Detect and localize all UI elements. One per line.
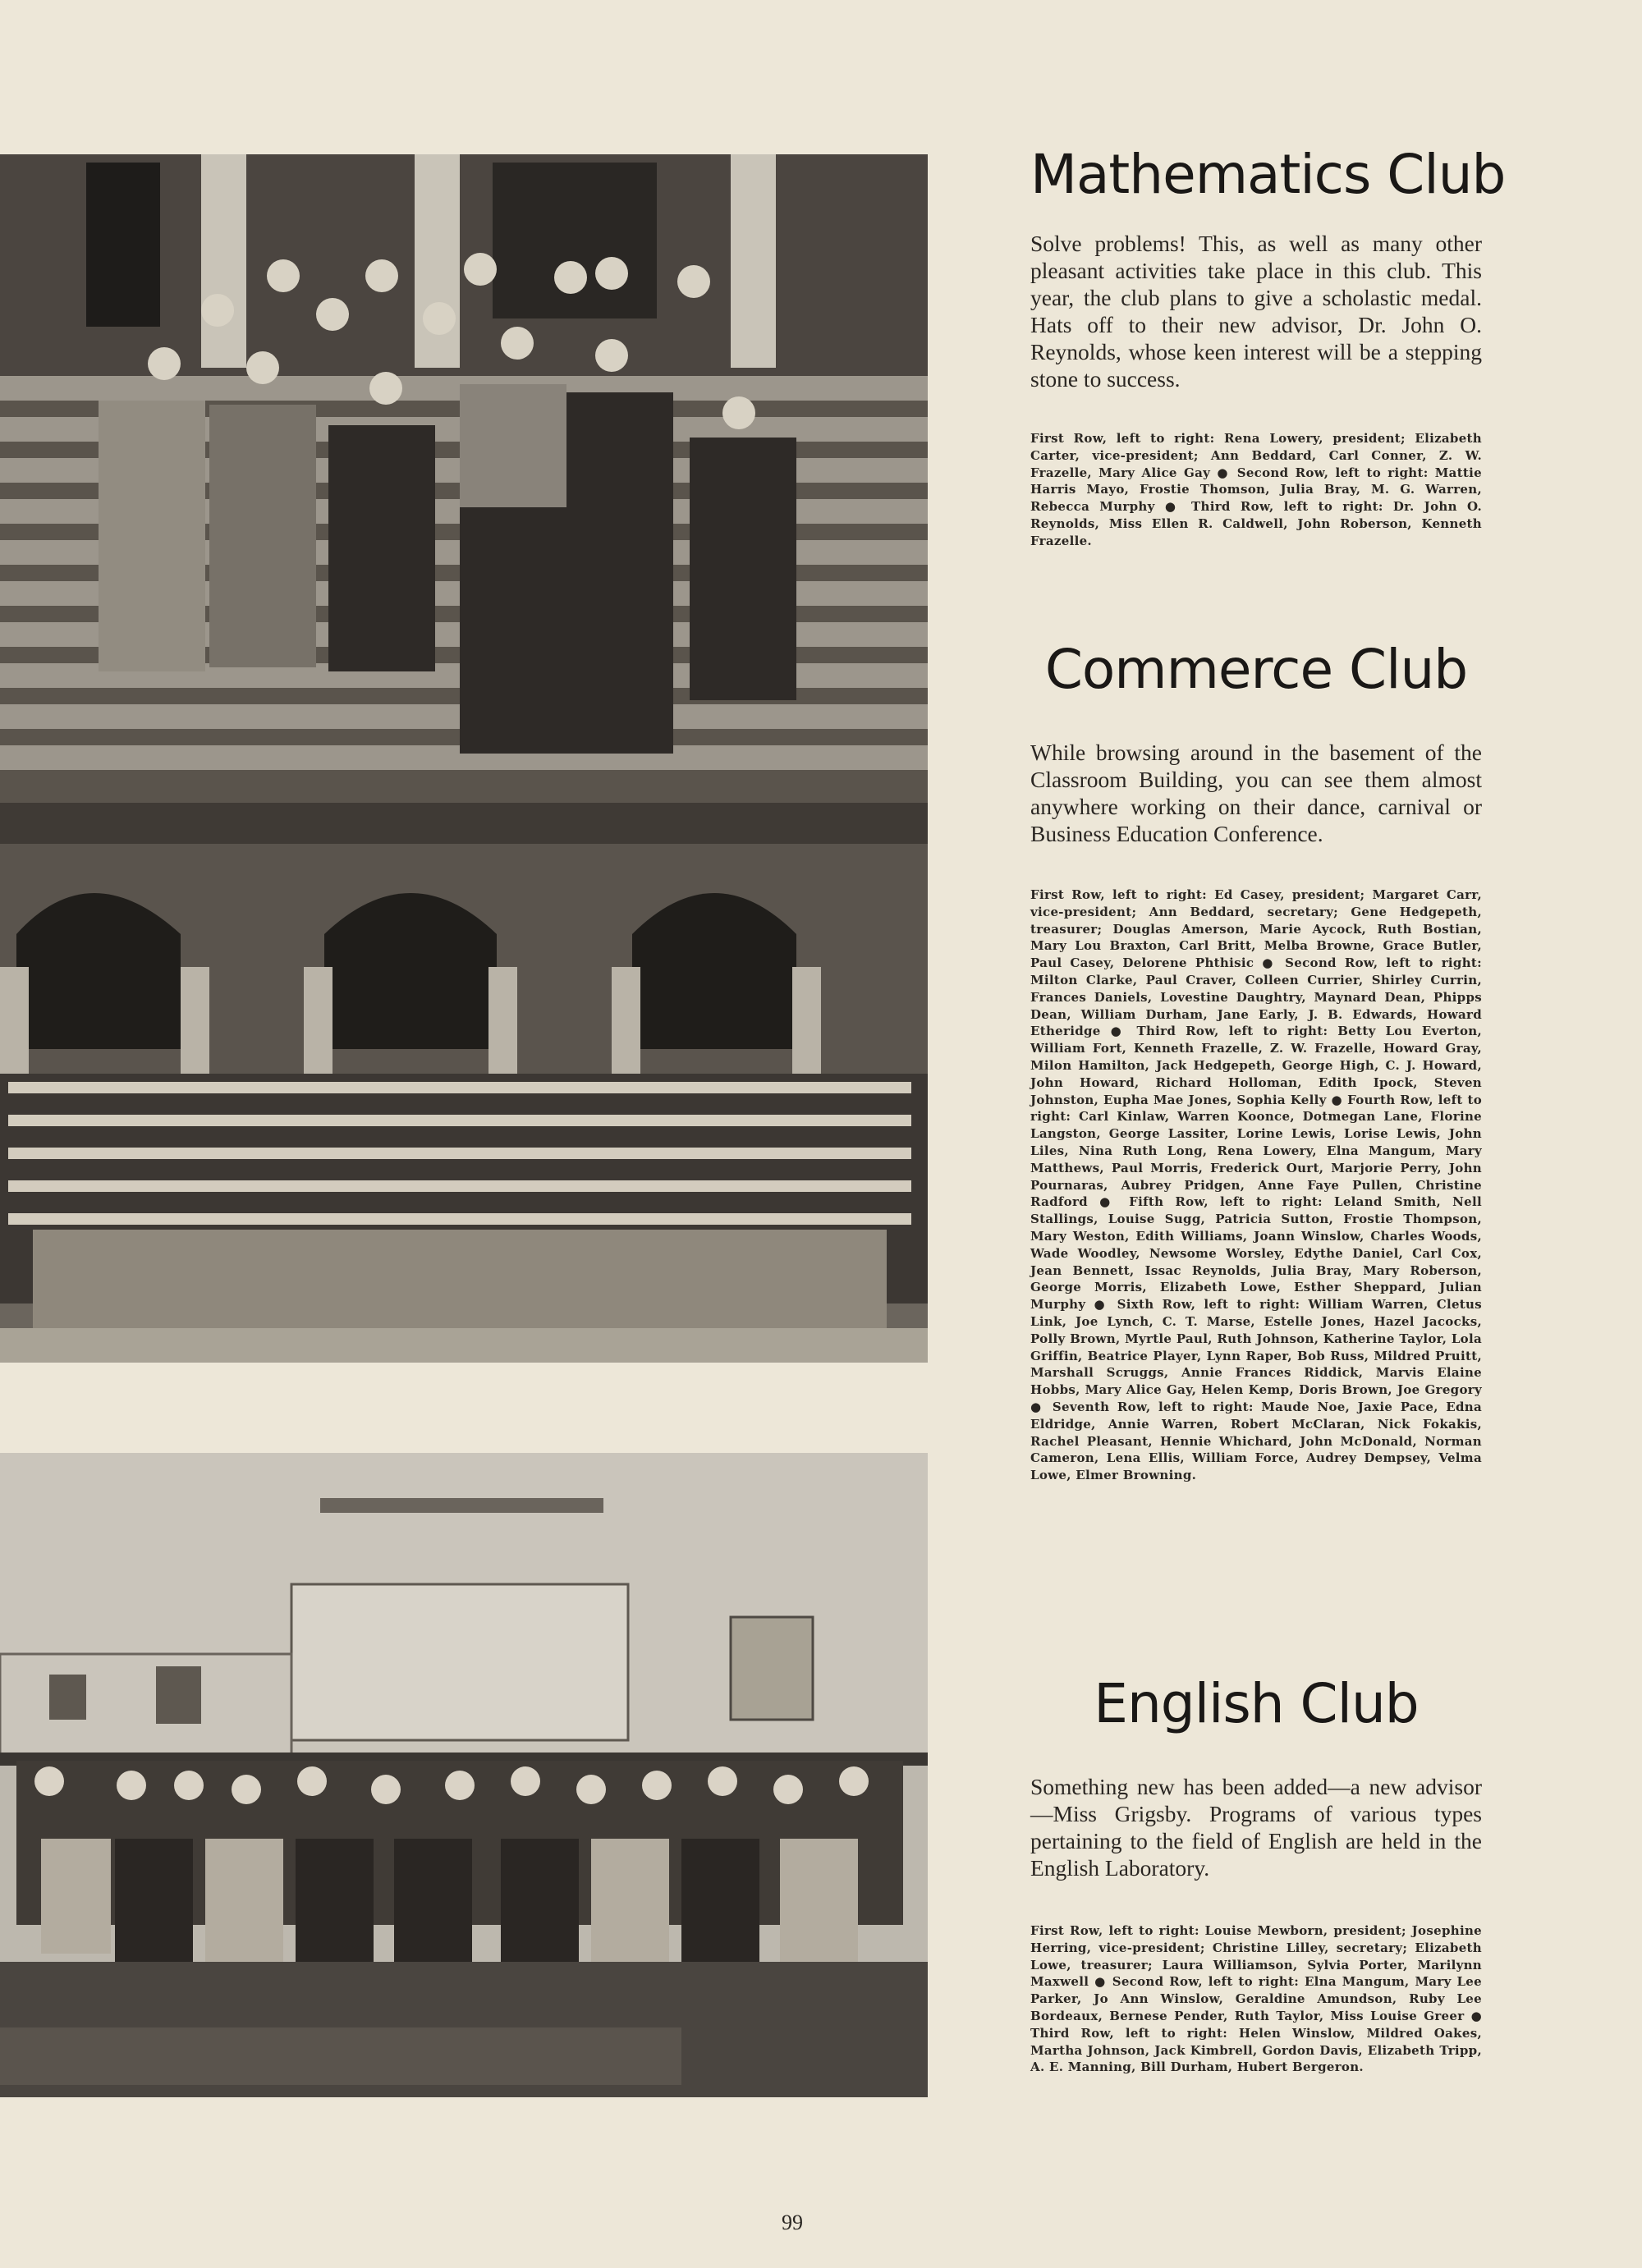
mathematics-club-title: Mathematics Club <box>1030 143 1506 206</box>
commerce-club-roster: First Row, left to right: Ed Casey, president; Margaret Carr, vice-president; Ann Beddard, secretary; Gene Hedgepeth, treasurer; Douglas Amerson, Marie Aycock, Ruth Bostian, Mary Lou Braxton, Carl Britt, Melba Browne, Grace Butler, Paul Casey, Delorene Phthisic ● Second Row, left to right: Milton Clarke, Paul Craver, Colleen Currier, Shirley Currin, Frances Daniels, Lovestine Daughtry, Maynard Dean, Phipps Dean, William Durham, Jane Early, J. B. Edwards, Howard Etheridge ● Third Row, left to right: Betty Lou Everton, William Fort, Kenneth Frazelle, Z. W. Frazelle, Howard Gray, Milon Hamilton, Jack Hedgepeth, George High, C. J. Howard, John Howard, Richard Holloman, Edith Ipock, Steven Johnston, Eupha Mae Jones, Sophia Kelly ● Fourth Row, left to right: Carl Kinlaw, Warren Koonce, Dotmegan Lane, Florine Langston, George Lassiter, Lorine Lewis, Lorise Lewis, John Liles, Nina Ruth Long, Rena Lowery, Elna Mangum, Mary Matthews, Paul Morris, Frederick Ourt, Marjorie Perry, John Pournaras, Aubrey Pridgen, Anne Faye Pullen, Christine Radford ● Fifth Row, left to right: Leland Smith, Nell Stallings, Louise Sugg, Patricia Sutton, Frostie Thompson, Mary Weston, Edith Williams, Joann Winslow, Charles Woods, Wade Woodley, Newsome Worsley, Edythe Daniel, Carl Cox, Jean Bennett, Issac Reynolds, Julia Bray, Mary Roberson, George Morris, Elizabeth Lowe, Esther Sheppard, Julian Murphy ● Sixth Row, left to right: William Warren, Cletus Link, Joe Lynch, C. T. Marse, Estelle Jones, Hazel Jacocks, Polly Brown, Myrtle Paul, Ruth Johnson, Katherine Taylor, Lola Griffin, Beatrice Player, Lynn Raper, Bob Russ, Mildred Pruitt, Marshall Scruggs, Annie Frances Riddick, Marvis Elaine Hobbs, Mary Alice Gay, Helen Kemp, Doris Brown, Joe Gregory ● Seventh Row, left to right: Maude Noe, Jaxie Pace, Edna Eldridge, Annie Warren, Robert McClaran, Nick Fokakis, Rachel Pleasant, Hennie Whichard, John McDonald, Norman Cameron, Lena Ellis, William Force, Audrey Dempsey, Velma Lowe, Elmer Browning. <box>1030 887 1482 1483</box>
commerce-club-photo <box>0 803 928 1363</box>
english-club-title: English Club <box>1094 1672 1419 1735</box>
page-number: 99 <box>782 2211 803 2234</box>
english-club-photo <box>0 1453 928 2097</box>
commerce-club-title: Commerce Club <box>1044 638 1468 701</box>
mathematics-club-roster: First Row, left to right: Rena Lowery, president; Elizabeth Carter, vice-president; Ann Beddard, Carl Conner, Z. W. Frazelle, Mary Alice Gay ● Second Row, left to right: Mattie Harris Mayo, Frostie Thomson, Julia Bray, M. G. Warren, Rebecca Murphy ● Third Row, left to right: Dr. John O. Reynolds, Miss Ellen R. Caldwell, John Roberson, Kenneth Frazelle. <box>1030 431 1482 548</box>
mathematics-club-description: Solve problems! This, as well as many other pleasant activities take place in this club. This year, the club plans to give a scholastic medal. Hats off to their new advisor, Dr. John O. Reynolds, whose keen interest will be a stepping stone to success. <box>1030 231 1482 392</box>
english-club-roster: First Row, left to right: Louise Mewborn, president; Josephine Herring, vice-president; Christine Lilley, secretary; Elizabeth Lowe, treasurer; Laura Williamson, Sylvia Porter, Marilynn Maxwell ● Second Row, left to right: Elna Mangum, Mary Lee Parker, Jo Ann Winslow, Geraldine Amundson, Ruby Lee Bordeaux, Bernese Pender, Ruth Taylor, Miss Louise Greer ● Third Row, left to right: Helen Winslow, Mildred Oakes, Martha Johnson, Jack Kimbrell, Gordon Davis, Elizabeth Tripp, A. E. Manning, Bill Durham, Hubert Bergeron. <box>1030 1923 1482 2075</box>
english-club-description: Something new has been added—a new advisor—Miss Grigsby. Programs of various types pertaining to the field of English are held in the English Laboratory. <box>1030 1774 1482 1881</box>
commerce-club-description: While browsing around in the basement of the Classroom Building, you can see them almost anywhere working on their dance, carnival or Business Education Conference. <box>1030 740 1482 846</box>
mathematics-club-photo <box>0 154 928 803</box>
